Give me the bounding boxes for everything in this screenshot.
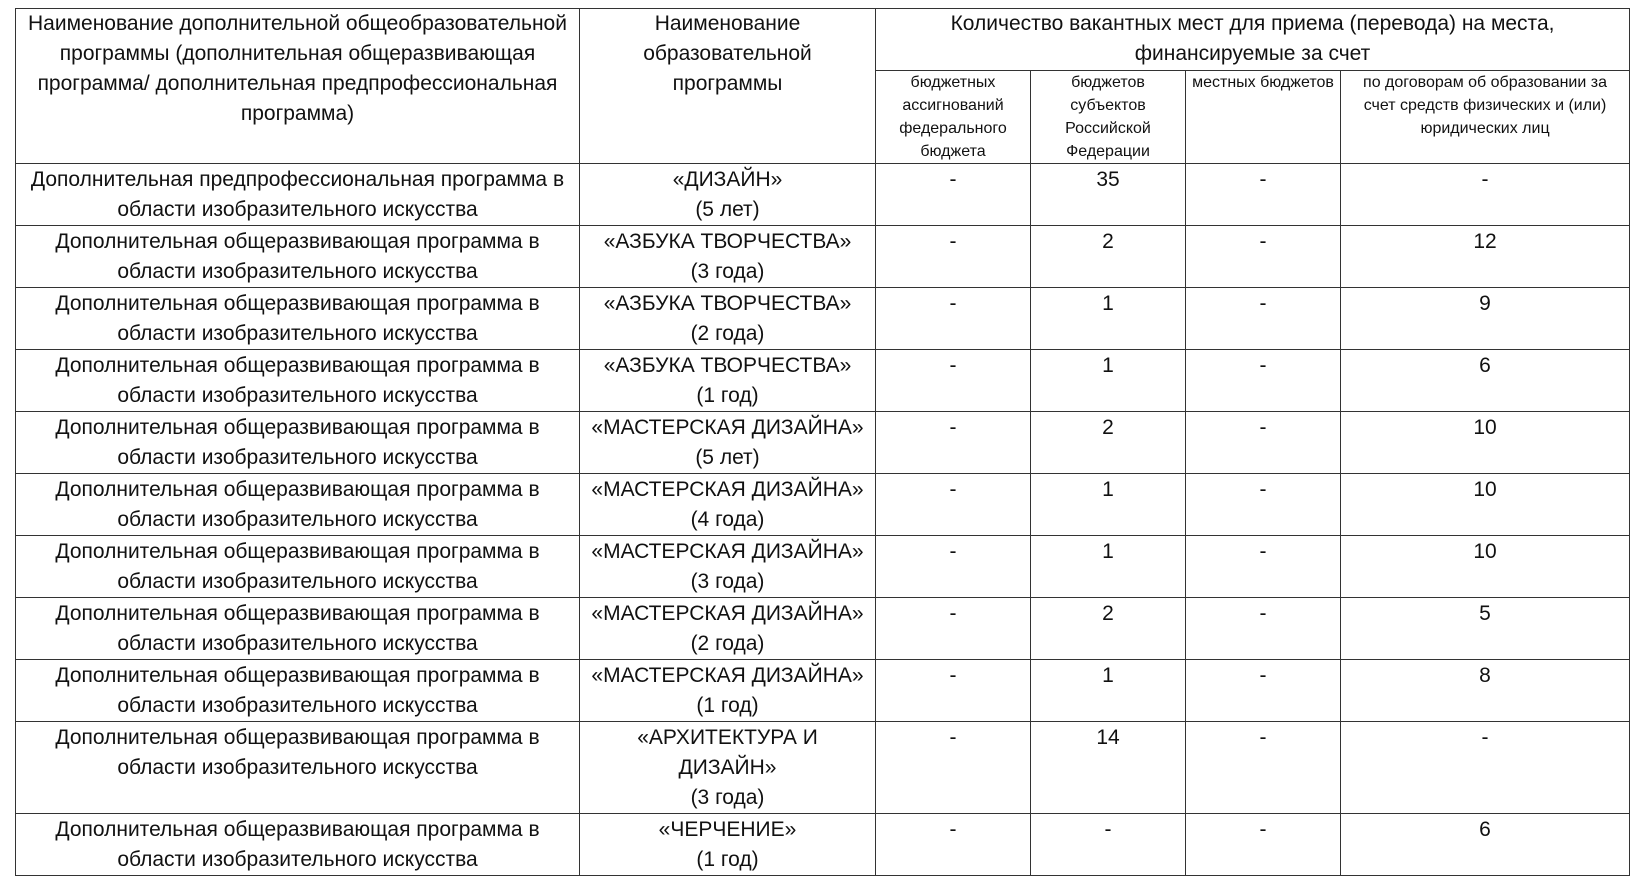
regional-budget-value: 2 bbox=[1102, 416, 1114, 439]
table-row bbox=[16, 164, 1630, 226]
program-type-text: Дополнительная общеразвивающая программа в области изобразительного искусства bbox=[55, 416, 540, 469]
program-term-text: (2 года) bbox=[690, 322, 765, 345]
header-program-name: Наименование образовательной программы bbox=[580, 9, 876, 164]
cell-program-type bbox=[16, 288, 580, 350]
cell-program-name bbox=[580, 474, 876, 536]
cell-program-name bbox=[580, 226, 876, 288]
vacancy-table bbox=[15, 8, 1630, 876]
cell-contract bbox=[1341, 412, 1630, 474]
program-name-text: «АЗБУКА ТВОРЧЕСТВА» bbox=[603, 292, 852, 315]
federal-budget-value: - bbox=[949, 292, 957, 315]
program-name-text: «ДИЗАЙН» bbox=[672, 168, 783, 191]
regional-budget-value: 14 bbox=[1096, 726, 1120, 749]
cell-program-name bbox=[580, 164, 876, 226]
local-budget-value: - bbox=[1259, 292, 1267, 315]
local-budget-value: - bbox=[1259, 602, 1267, 625]
local-budget-value: - bbox=[1259, 818, 1267, 841]
program-name-text: «ЧЕРЧЕНИЕ» bbox=[658, 818, 797, 841]
contract-value: 10 bbox=[1473, 416, 1497, 439]
cell-program-type bbox=[16, 536, 580, 598]
header-local-budget: местных бюджетов bbox=[1186, 71, 1341, 164]
cell-regional-budget bbox=[1031, 536, 1186, 598]
cell-regional-budget bbox=[1031, 474, 1186, 536]
program-name-text: «АЗБУКА ТВОРЧЕСТВА» bbox=[603, 354, 852, 377]
cell-regional-budget bbox=[1031, 288, 1186, 350]
cell-local-budget bbox=[1186, 722, 1341, 814]
federal-budget-value: - bbox=[949, 354, 957, 377]
cell-federal-budget bbox=[876, 598, 1031, 660]
regional-budget-value: 2 bbox=[1102, 602, 1114, 625]
cell-local-budget bbox=[1186, 474, 1341, 536]
cell-program-type bbox=[16, 350, 580, 412]
program-term-text: (2 года) bbox=[690, 632, 765, 655]
contract-value: 5 bbox=[1479, 602, 1491, 625]
contract-value: - bbox=[1481, 168, 1489, 191]
cell-program-name bbox=[580, 814, 876, 876]
program-name-text: «АЗБУКА ТВОРЧЕСТВА» bbox=[603, 230, 852, 253]
cell-local-budget bbox=[1186, 164, 1341, 226]
cell-local-budget bbox=[1186, 412, 1341, 474]
header-program-type: Наименование дополнительной общеобразовательной программы (дополнительная общеразвивающая программа/ дополнительная предпрофессиональная программа) bbox=[16, 9, 580, 164]
cell-program-name bbox=[580, 660, 876, 722]
federal-budget-value: - bbox=[949, 602, 957, 625]
program-name-text: «МАСТЕРСКАЯ ДИЗАЙНА» bbox=[591, 664, 864, 687]
cell-program-name bbox=[580, 288, 876, 350]
header-contract: по договорам об образовании за счет средств физических и (или) юридических лиц bbox=[1341, 71, 1630, 164]
table-body bbox=[16, 164, 1630, 876]
cell-federal-budget bbox=[876, 722, 1031, 814]
cell-federal-budget bbox=[876, 164, 1031, 226]
cell-program-type bbox=[16, 164, 580, 226]
program-type-text: Дополнительная общеразвивающая программа в области изобразительного искусства bbox=[55, 478, 540, 531]
contract-value: 10 bbox=[1473, 478, 1497, 501]
local-budget-value: - bbox=[1259, 664, 1267, 687]
cell-regional-budget bbox=[1031, 598, 1186, 660]
program-name-text: «МАСТЕРСКАЯ ДИЗАЙНА» bbox=[591, 540, 864, 563]
table-row bbox=[16, 814, 1630, 876]
cell-regional-budget bbox=[1031, 660, 1186, 722]
program-term-text: (4 года) bbox=[690, 508, 765, 531]
cell-regional-budget bbox=[1031, 226, 1186, 288]
cell-contract bbox=[1341, 536, 1630, 598]
regional-budget-value: 1 bbox=[1102, 664, 1114, 687]
cell-program-type bbox=[16, 814, 580, 876]
program-term-text: (3 года) bbox=[690, 570, 765, 593]
cell-program-type bbox=[16, 660, 580, 722]
contract-value: 9 bbox=[1479, 292, 1491, 315]
local-budget-value: - bbox=[1259, 230, 1267, 253]
program-type-text: Дополнительная общеразвивающая программа в области изобразительного искусства bbox=[55, 354, 540, 407]
program-type-text: Дополнительная общеразвивающая программа в области изобразительного искусства bbox=[55, 818, 540, 871]
federal-budget-value: - bbox=[949, 726, 957, 749]
cell-local-budget bbox=[1186, 536, 1341, 598]
regional-budget-value: 1 bbox=[1102, 478, 1114, 501]
program-name-text: «АРХИТЕКТУРА И ДИЗАЙН» bbox=[637, 726, 818, 779]
cell-federal-budget bbox=[876, 226, 1031, 288]
local-budget-value: - bbox=[1259, 168, 1267, 191]
cell-program-name bbox=[580, 350, 876, 412]
cell-program-name bbox=[580, 536, 876, 598]
local-budget-value: - bbox=[1259, 354, 1267, 377]
cell-federal-budget bbox=[876, 412, 1031, 474]
cell-regional-budget bbox=[1031, 722, 1186, 814]
cell-program-type bbox=[16, 474, 580, 536]
program-term-text: (3 года) bbox=[690, 260, 765, 283]
cell-local-budget bbox=[1186, 814, 1341, 876]
cell-contract bbox=[1341, 288, 1630, 350]
cell-local-budget bbox=[1186, 660, 1341, 722]
local-budget-value: - bbox=[1259, 478, 1267, 501]
regional-budget-value: - bbox=[1104, 818, 1112, 841]
regional-budget-value: 1 bbox=[1102, 292, 1114, 315]
program-type-text: Дополнительная общеразвивающая программа в области изобразительного искусства bbox=[55, 664, 540, 717]
table-row bbox=[16, 288, 1630, 350]
program-term-text: (1 год) bbox=[696, 384, 759, 407]
cell-federal-budget bbox=[876, 474, 1031, 536]
cell-program-type bbox=[16, 226, 580, 288]
contract-value: 10 bbox=[1473, 540, 1497, 563]
federal-budget-value: - bbox=[949, 664, 957, 687]
federal-budget-value: - bbox=[949, 230, 957, 253]
cell-program-type bbox=[16, 722, 580, 814]
cell-federal-budget bbox=[876, 660, 1031, 722]
cell-contract bbox=[1341, 164, 1630, 226]
program-type-text: Дополнительная общеразвивающая программа в области изобразительного искусства bbox=[55, 230, 540, 283]
regional-budget-value: 1 bbox=[1102, 354, 1114, 377]
cell-federal-budget bbox=[876, 814, 1031, 876]
contract-value: 6 bbox=[1479, 818, 1491, 841]
cell-federal-budget bbox=[876, 350, 1031, 412]
program-term-text: (5 лет) bbox=[695, 446, 760, 469]
cell-contract bbox=[1341, 350, 1630, 412]
cell-contract bbox=[1341, 660, 1630, 722]
contract-value: 12 bbox=[1473, 230, 1497, 253]
program-name-text: «МАСТЕРСКАЯ ДИЗАЙНА» bbox=[591, 602, 864, 625]
federal-budget-value: - bbox=[949, 540, 957, 563]
cell-contract bbox=[1341, 474, 1630, 536]
cell-program-name bbox=[580, 598, 876, 660]
cell-regional-budget bbox=[1031, 164, 1186, 226]
cell-local-budget bbox=[1186, 350, 1341, 412]
program-term-text: (1 год) bbox=[696, 694, 759, 717]
cell-program-name bbox=[580, 412, 876, 474]
header-vacancy-group: Количество вакантных мест для приема (перевода) на места, финансируемые за счет bbox=[876, 9, 1630, 71]
table-header bbox=[16, 9, 1630, 164]
header-row-top bbox=[16, 9, 1630, 71]
program-type-text: Дополнительная общеразвивающая программа в области изобразительного искусства bbox=[55, 726, 540, 779]
contract-value: - bbox=[1481, 726, 1489, 749]
cell-local-budget bbox=[1186, 226, 1341, 288]
local-budget-value: - bbox=[1259, 540, 1267, 563]
table-row bbox=[16, 598, 1630, 660]
table-row bbox=[16, 536, 1630, 598]
table-row bbox=[16, 474, 1630, 536]
cell-contract bbox=[1341, 598, 1630, 660]
federal-budget-value: - bbox=[949, 478, 957, 501]
local-budget-value: - bbox=[1259, 416, 1267, 439]
cell-local-budget bbox=[1186, 598, 1341, 660]
cell-contract bbox=[1341, 722, 1630, 814]
header-regional-budget: бюджетов субъектов Российской Федерации bbox=[1031, 71, 1186, 164]
cell-contract bbox=[1341, 814, 1630, 876]
cell-regional-budget bbox=[1031, 814, 1186, 876]
regional-budget-value: 1 bbox=[1102, 540, 1114, 563]
regional-budget-value: 35 bbox=[1096, 168, 1120, 191]
cell-local-budget bbox=[1186, 288, 1341, 350]
program-type-text: Дополнительная общеразвивающая программа в области изобразительного искусства bbox=[55, 602, 540, 655]
federal-budget-value: - bbox=[949, 818, 957, 841]
program-type-text: Дополнительная общеразвивающая программа в области изобразительного искусства bbox=[55, 292, 540, 345]
program-term-text: (1 год) bbox=[696, 848, 759, 871]
table-row bbox=[16, 660, 1630, 722]
cell-program-type bbox=[16, 598, 580, 660]
table-row bbox=[16, 722, 1630, 814]
program-term-text: (3 года) bbox=[690, 786, 765, 809]
table-row bbox=[16, 226, 1630, 288]
federal-budget-value: - bbox=[949, 168, 957, 191]
cell-program-type bbox=[16, 412, 580, 474]
contract-value: 6 bbox=[1479, 354, 1491, 377]
cell-regional-budget bbox=[1031, 350, 1186, 412]
cell-contract bbox=[1341, 226, 1630, 288]
program-term-text: (5 лет) bbox=[695, 198, 760, 221]
table-row bbox=[16, 350, 1630, 412]
table-row bbox=[16, 412, 1630, 474]
cell-program-name bbox=[580, 722, 876, 814]
federal-budget-value: - bbox=[949, 416, 957, 439]
cell-regional-budget bbox=[1031, 412, 1186, 474]
program-type-text: Дополнительная общеразвивающая программа в области изобразительного искусства bbox=[55, 540, 540, 593]
program-type-text: Дополнительная предпрофессиональная программа в области изобразительного искусства bbox=[30, 168, 565, 221]
regional-budget-value: 2 bbox=[1102, 230, 1114, 253]
program-name-text: «МАСТЕРСКАЯ ДИЗАЙНА» bbox=[591, 478, 864, 501]
header-federal-budget: бюджетных ассигнований федерального бюджета bbox=[876, 71, 1031, 164]
cell-federal-budget bbox=[876, 536, 1031, 598]
local-budget-value: - bbox=[1259, 726, 1267, 749]
program-name-text: «МАСТЕРСКАЯ ДИЗАЙНА» bbox=[591, 416, 864, 439]
cell-federal-budget bbox=[876, 288, 1031, 350]
contract-value: 8 bbox=[1479, 664, 1491, 687]
